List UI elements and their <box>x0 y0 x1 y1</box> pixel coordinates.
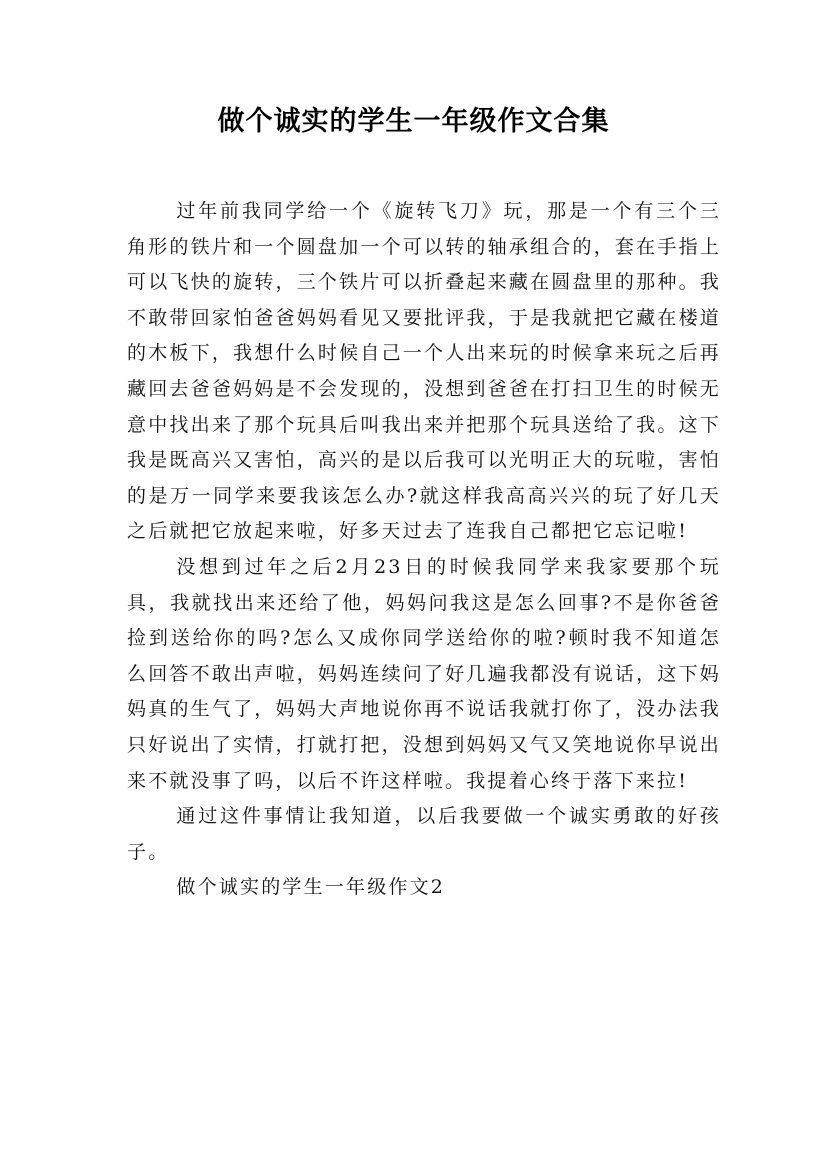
paragraph-1: 过年前我同学给一个《旋转飞刀》玩，那是一个有三个三角形的铁片和一个圆盘加一个可以转的轴承组合的，套在手指上可以飞快的旋转，三个铁片可以折叠起来藏在圆盘里的那种。我不敢带回家怕爸爸妈妈看见又要批评我，于是我就把它藏在楼道的木板下，我想什么时候自己一个人出来玩的时候拿来玩之后再藏回去爸爸妈妈是不会发现的，没想到爸爸在打扫卫生的时候无意中找出来了那个玩具后叫我出来并把那个玩具送给了我。这下我是既高兴又害怕，高兴的是以后我可以光明正大的玩啦，害怕的是万一同学来要我该怎么办?就这样我高高兴兴的玩了好几天之后就把它放起来啦，好多天过去了连我自己都把它忘记啦! <box>127 200 721 543</box>
document-title: 做个诚实的学生一年级作文合集 <box>217 106 610 137</box>
paragraph-2: 没想到过年之后2月23日的时候我同学来我家要那个玩具，我就找出来还给了他，妈妈问我这是怎么回事?不是你爸爸捡到送给你的吗?怎么又成你同学送给你的啦?顿时我不知道怎么回答不敢出声啦，妈妈连续问了好几遍我都没有说话，这下妈妈真的生气了，妈妈大声地说你再不说话我就打你了，没办法我只好说出了实情，打就打把，没想到妈妈又气又笑地说你早说出来不就没事了吗，以后不许这样啦。我提着心终于落下来拉! <box>127 555 721 792</box>
document-body <box>127 194 721 906</box>
paragraph-3: 通过这件事情让我知道，以后我要做一个诚实勇敢的好孩子。 <box>127 805 721 863</box>
paragraph-4: 做个诚实的学生一年级作文2 <box>176 876 446 899</box>
